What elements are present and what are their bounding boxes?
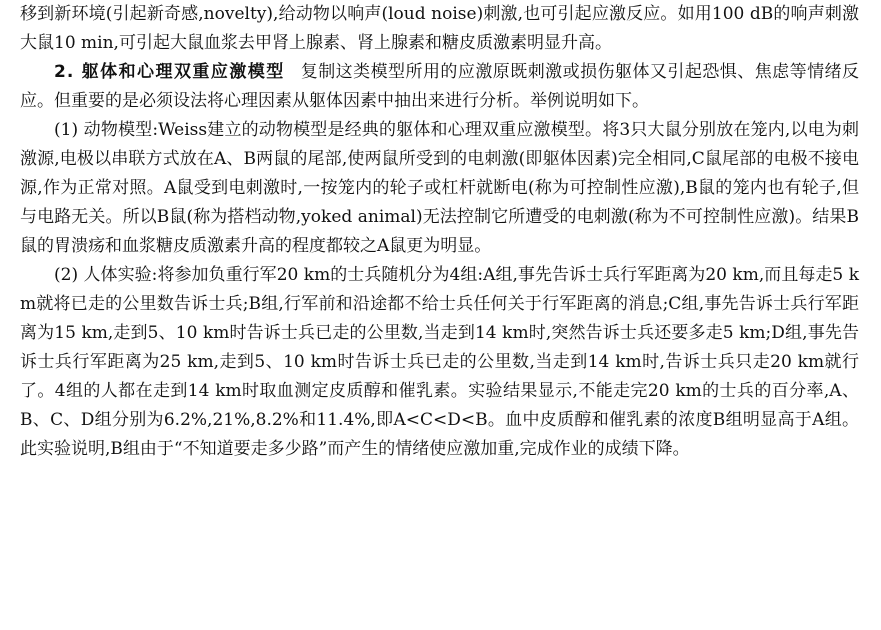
paragraph-dual-stress-model [20,58,859,116]
paragraph-animal-model: (1) 动物模型:Weiss建立的动物模型是经典的躯体和心理双重应激模型。将3只大鼠分别放在笼内,以电为刺激源,电极以串联方式放在A、B两鼠的尾部,使两鼠所受到的电刺激(即躯体因素)完全相同,C鼠尾部的电极不接电源,作为正常对照。A鼠受到电刺激时,一按笼内的轮子或杠杆就断电(称为可控制性应激),B鼠的笼内也有轮子,但与电路无关。所以B鼠(称为搭档动物,yoked animal)无法控制它所遭受的电刺激(称为不可控制性应激)。结果B鼠的胃溃疡和血浆糖皮质激素升高的程度都较之A鼠更为明显。 [20,120,859,256]
paragraph-noise-stimulus: 移到新环境(引起新奇感,novelty),给动物以响声(loud noise)刺激,也可引起应激反应。如用100 dB的响声刺激大鼠10 min,可引起大鼠血浆去甲肾上腺素、肾上腺素和糖皮质激素明显升高。 [20,4,859,53]
section-intro-text: 复制这类模型所用的应激原既刺激或损伤躯体又引起恐惧、焦虑等情绪反应。但重要的是必须设法将心理因素从躯体因素中抽出来进行分析。举例说明如下。 [20,62,859,111]
paragraph-human-experiment: (2) 人体实验:将参加负重行军20 km的士兵随机分为4组:A组,事先告诉士兵行军距离为20 km,而且每走5 km就将已走的公里数告诉士兵;B组,行军前和沿途都不给士兵任何关于行军距离的消息;C组,事先告诉士兵行军距离为15 km,走到5、10 km时告诉士兵已走的公里数,当走到14 km时,突然告诉士兵还要多走5 km;D组,事先告诉士兵行军距离为25 km,走到5、10 km时告诉士兵已走的公里数,当走到14 km时,告诉士兵只走20 km就行了。4组的人都在走到14 km时取血测定皮质醇和催乳素。实验结果显示,不能走完20 km的士兵的百分率,A、B、C、D组分别为6.2%,21%,8.2%和11.4%,即A<C<D<B。血中皮质醇和催乳素的浓度B组明显高于A组。此实验说明,B组由于“不知道要走多少路”而产生的情绪使应激加重,完成作业的成绩下降。 [20,265,859,459]
section-heading: 2. 躯体和心理双重应激模型 [54,62,285,82]
